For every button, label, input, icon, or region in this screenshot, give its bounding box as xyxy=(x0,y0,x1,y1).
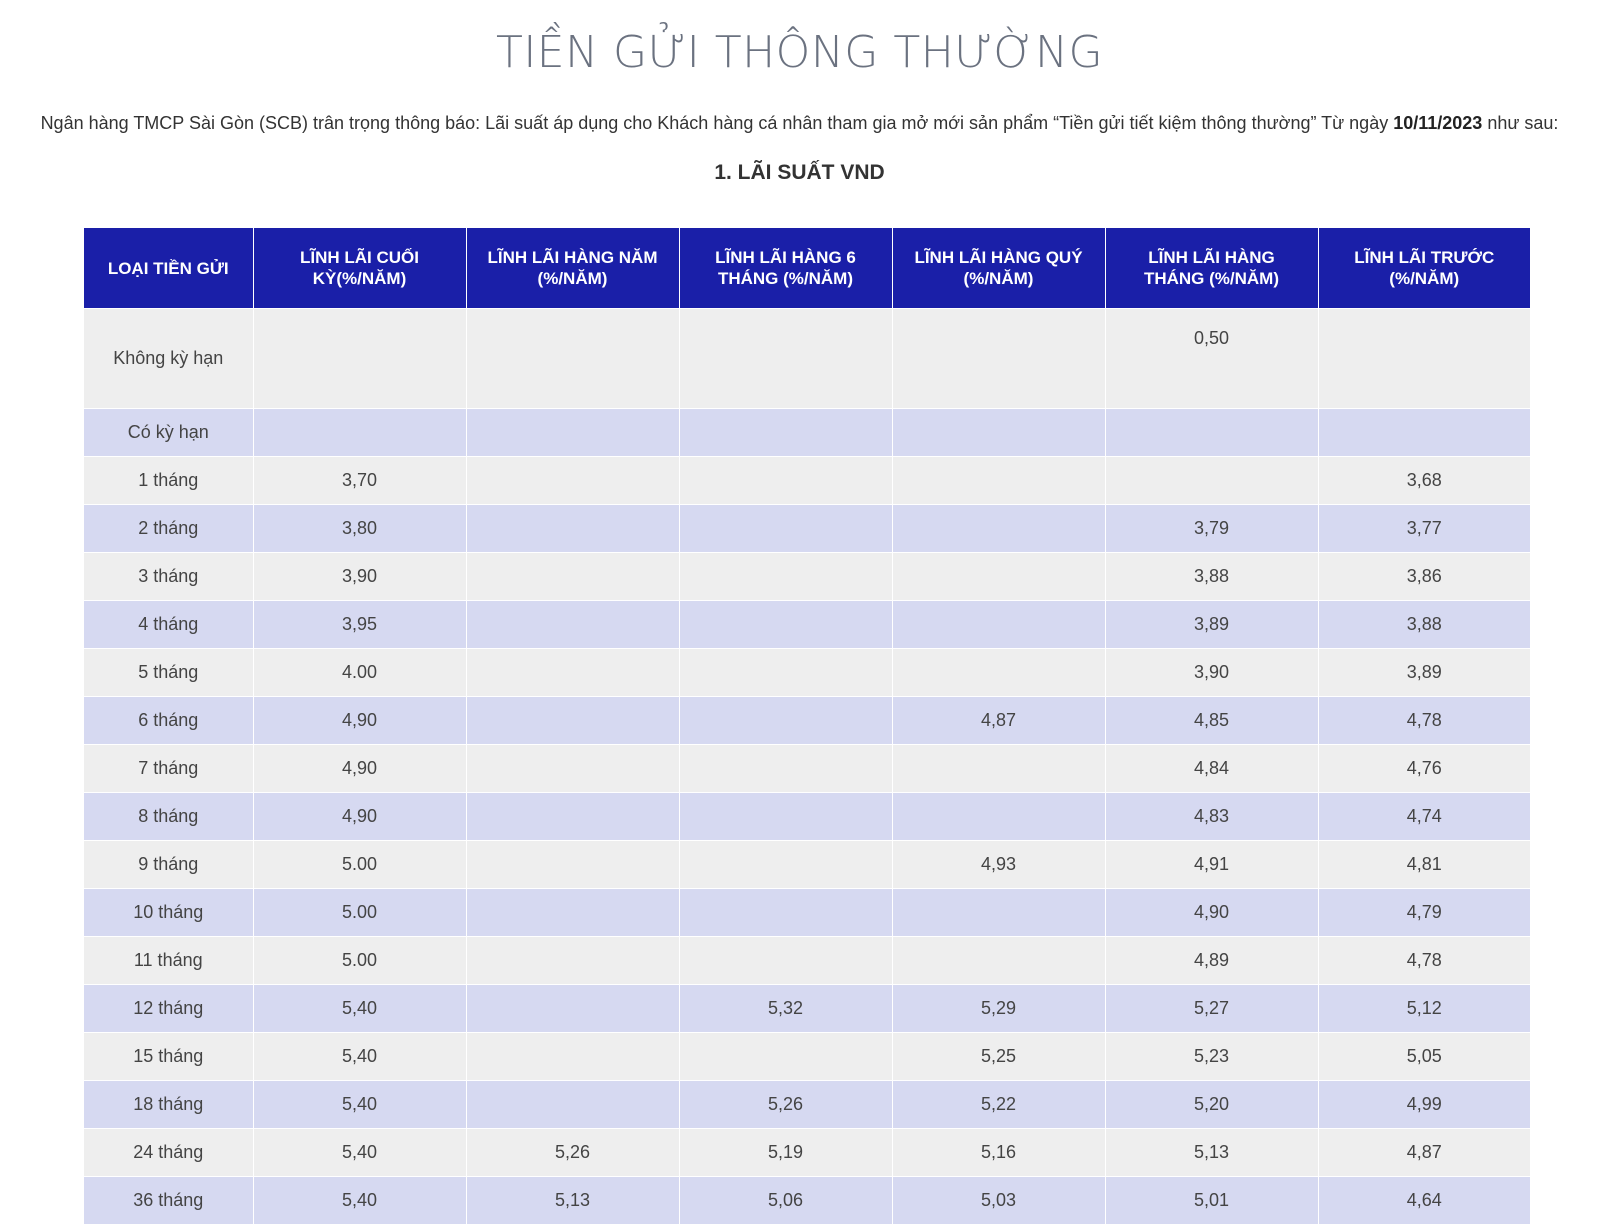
rate-cell: 3,86 xyxy=(1318,553,1530,601)
rate-cell: 4,90 xyxy=(253,745,466,793)
rate-cell: 3,90 xyxy=(253,553,466,601)
rate-cell: 3,90 xyxy=(1105,649,1318,697)
rate-cell xyxy=(892,937,1105,985)
term-label-cell: 2 tháng xyxy=(84,505,253,553)
rate-cell: 4,78 xyxy=(1318,937,1530,985)
rate-cell xyxy=(892,793,1105,841)
header-end-of-term: LĨNH LÃI CUỐI KỲ(%/NĂM) xyxy=(253,228,466,309)
rate-cell: 5.00 xyxy=(253,889,466,937)
rate-cell xyxy=(892,505,1105,553)
table-row xyxy=(84,745,1530,793)
rate-cell xyxy=(679,649,892,697)
table-row xyxy=(84,937,1530,985)
table-row xyxy=(84,505,1530,553)
effective-date: 10/11/2023 xyxy=(1393,113,1482,133)
term-label-cell: 18 tháng xyxy=(84,1081,253,1129)
rate-cell xyxy=(466,505,679,553)
rate-cell: 4,90 xyxy=(253,697,466,745)
rate-cell xyxy=(466,1033,679,1081)
rate-cell: 4,78 xyxy=(1318,697,1530,745)
table-body xyxy=(84,309,1530,1224)
rate-cell: 4,76 xyxy=(1318,745,1530,793)
rate-cell xyxy=(466,937,679,985)
rate-cell xyxy=(253,309,466,409)
table-header xyxy=(84,228,1530,309)
rate-cell: 5,22 xyxy=(892,1081,1105,1129)
rate-cell: 5.00 xyxy=(253,937,466,985)
rate-cell xyxy=(466,841,679,889)
rate-cell xyxy=(892,745,1105,793)
rate-cell xyxy=(1105,409,1318,457)
rate-cell: 3,80 xyxy=(253,505,466,553)
rate-cell: 5,03 xyxy=(892,1177,1105,1224)
rate-cell: 5,40 xyxy=(253,1081,466,1129)
rate-cell xyxy=(1318,309,1530,409)
table-row xyxy=(84,309,1530,409)
interest-rate-table xyxy=(84,228,1530,1224)
term-label-cell: 36 tháng xyxy=(84,1177,253,1224)
table-row xyxy=(84,1129,1530,1177)
rate-cell: 4,89 xyxy=(1105,937,1318,985)
rate-cell xyxy=(466,553,679,601)
table-row xyxy=(84,1033,1530,1081)
rate-cell: 5,40 xyxy=(253,1177,466,1224)
page-title: TIỀN GỬI THÔNG THƯỜNG xyxy=(0,24,1599,82)
rate-cell: 4,87 xyxy=(1318,1129,1530,1177)
term-label-cell: 5 tháng xyxy=(84,649,253,697)
rate-cell: 5,25 xyxy=(892,1033,1105,1081)
rate-cell: 4,81 xyxy=(1318,841,1530,889)
rate-cell: 4,90 xyxy=(1105,889,1318,937)
rate-cell: 5.00 xyxy=(253,841,466,889)
rate-cell: 4,87 xyxy=(892,697,1105,745)
rate-cell xyxy=(1105,457,1318,505)
rate-cell: 4,99 xyxy=(1318,1081,1530,1129)
term-label-cell: Có kỳ hạn xyxy=(84,409,253,457)
rate-cell xyxy=(466,793,679,841)
rate-cell: 0,50 xyxy=(1105,309,1318,409)
rate-cell: 4,83 xyxy=(1105,793,1318,841)
rate-cell xyxy=(466,601,679,649)
rate-cell xyxy=(466,889,679,937)
table-header-row xyxy=(84,228,1530,309)
rate-cell xyxy=(466,649,679,697)
rate-cell: 3,79 xyxy=(1105,505,1318,553)
term-label-cell: 1 tháng xyxy=(84,457,253,505)
rate-cell xyxy=(679,409,892,457)
header-deposit-type: LOẠI TIỀN GỬI xyxy=(84,228,253,309)
term-label-cell: 11 tháng xyxy=(84,937,253,985)
rate-cell: 5,16 xyxy=(892,1129,1105,1177)
rate-cell: 3,70 xyxy=(253,457,466,505)
rate-cell: 5,06 xyxy=(679,1177,892,1224)
rate-cell xyxy=(466,457,679,505)
rate-cell xyxy=(892,409,1105,457)
term-label-cell: 9 tháng xyxy=(84,841,253,889)
rate-cell xyxy=(892,601,1105,649)
header-prepaid: LĨNH LÃI TRƯỚC (%/NĂM) xyxy=(1318,228,1530,309)
term-label-cell: 3 tháng xyxy=(84,553,253,601)
rate-cell: 5,13 xyxy=(1105,1129,1318,1177)
rate-cell: 4,85 xyxy=(1105,697,1318,745)
rate-cell: 4,64 xyxy=(1318,1177,1530,1224)
rate-cell: 5,01 xyxy=(1105,1177,1318,1224)
term-label-cell: 4 tháng xyxy=(84,601,253,649)
term-label-cell: 15 tháng xyxy=(84,1033,253,1081)
rate-cell xyxy=(892,457,1105,505)
rate-cell xyxy=(679,937,892,985)
table-row xyxy=(84,553,1530,601)
rate-cell: 4,91 xyxy=(1105,841,1318,889)
rate-cell: 5,27 xyxy=(1105,985,1318,1033)
rate-cell: 4,74 xyxy=(1318,793,1530,841)
table-row xyxy=(84,601,1530,649)
table-row xyxy=(84,889,1530,937)
rate-cell xyxy=(892,553,1105,601)
table-row xyxy=(84,1177,1530,1224)
table-row xyxy=(84,697,1530,745)
rate-cell xyxy=(679,1033,892,1081)
rate-cell: 4,79 xyxy=(1318,889,1530,937)
rate-cell xyxy=(679,697,892,745)
rate-cell: 3,88 xyxy=(1318,601,1530,649)
rate-cell xyxy=(1318,409,1530,457)
section-heading-vnd-rates: 1. LÃI SUẤT VND xyxy=(0,159,1599,187)
table-row xyxy=(84,793,1530,841)
term-label-cell: 24 tháng xyxy=(84,1129,253,1177)
rate-cell xyxy=(466,697,679,745)
rate-cell: 5,13 xyxy=(466,1177,679,1224)
rate-cell xyxy=(466,745,679,793)
rate-cell xyxy=(466,309,679,409)
rate-cell: 5,23 xyxy=(1105,1033,1318,1081)
rate-cell: 3,95 xyxy=(253,601,466,649)
term-label-cell: Không kỳ hạn xyxy=(84,309,253,409)
rate-cell xyxy=(892,649,1105,697)
rate-cell: 5,26 xyxy=(466,1129,679,1177)
rate-cell: 3,77 xyxy=(1318,505,1530,553)
rate-cell xyxy=(679,505,892,553)
rate-cell xyxy=(466,1081,679,1129)
table-row xyxy=(84,841,1530,889)
rate-cell: 4.00 xyxy=(253,649,466,697)
rate-cell xyxy=(466,409,679,457)
rate-cell: 3,88 xyxy=(1105,553,1318,601)
intro-text-end: như sau: xyxy=(1482,113,1558,133)
rate-cell xyxy=(892,309,1105,409)
header-quarterly: LĨNH LÃI HÀNG QUÝ (%/NĂM) xyxy=(892,228,1105,309)
term-label-cell: 8 tháng xyxy=(84,793,253,841)
rate-cell xyxy=(679,745,892,793)
term-label-cell: 6 tháng xyxy=(84,697,253,745)
rate-cell: 5,40 xyxy=(253,985,466,1033)
intro-paragraph xyxy=(0,111,1599,135)
rate-cell xyxy=(679,601,892,649)
rate-cell: 3,89 xyxy=(1318,649,1530,697)
table-row xyxy=(84,457,1530,505)
table-row xyxy=(84,1081,1530,1129)
rate-cell xyxy=(892,889,1105,937)
rate-cell: 5,26 xyxy=(679,1081,892,1129)
rate-cell xyxy=(679,309,892,409)
rate-cell xyxy=(679,841,892,889)
rate-cell: 5,20 xyxy=(1105,1081,1318,1129)
rate-cell xyxy=(679,553,892,601)
table-row xyxy=(84,985,1530,1033)
term-label-cell: 12 tháng xyxy=(84,985,253,1033)
rate-cell: 4,90 xyxy=(253,793,466,841)
rate-cell: 5,12 xyxy=(1318,985,1530,1033)
rate-cell: 5,40 xyxy=(253,1033,466,1081)
table-row xyxy=(84,409,1530,457)
rate-cell: 5,29 xyxy=(892,985,1105,1033)
header-semiannual: LĨNH LÃI HÀNG 6 THÁNG (%/NĂM) xyxy=(679,228,892,309)
header-monthly: LĨNH LÃI HÀNG THÁNG (%/NĂM) xyxy=(1105,228,1318,309)
rate-cell: 4,93 xyxy=(892,841,1105,889)
rate-cell xyxy=(679,457,892,505)
intro-text: Ngân hàng TMCP Sài Gòn (SCB) trân trọng thông báo: Lãi suất áp dụng cho Khách hàng cá nhân tham gia mở mới sản phẩm “Tiền gửi tiết kiệm thông thường” Từ ngày xyxy=(41,113,1394,133)
header-annual: LĨNH LÃI HÀNG NĂM (%/NĂM) xyxy=(466,228,679,309)
term-label-cell: 10 tháng xyxy=(84,889,253,937)
rate-cell xyxy=(253,409,466,457)
table-row xyxy=(84,649,1530,697)
rate-cell xyxy=(466,985,679,1033)
rate-cell: 5,32 xyxy=(679,985,892,1033)
rate-cell xyxy=(679,889,892,937)
rate-cell: 3,68 xyxy=(1318,457,1530,505)
rate-cell xyxy=(679,793,892,841)
rate-cell: 3,89 xyxy=(1105,601,1318,649)
rate-cell: 4,84 xyxy=(1105,745,1318,793)
rate-cell: 5,05 xyxy=(1318,1033,1530,1081)
term-label-cell: 7 tháng xyxy=(84,745,253,793)
rate-cell: 5,19 xyxy=(679,1129,892,1177)
rate-cell: 5,40 xyxy=(253,1129,466,1177)
